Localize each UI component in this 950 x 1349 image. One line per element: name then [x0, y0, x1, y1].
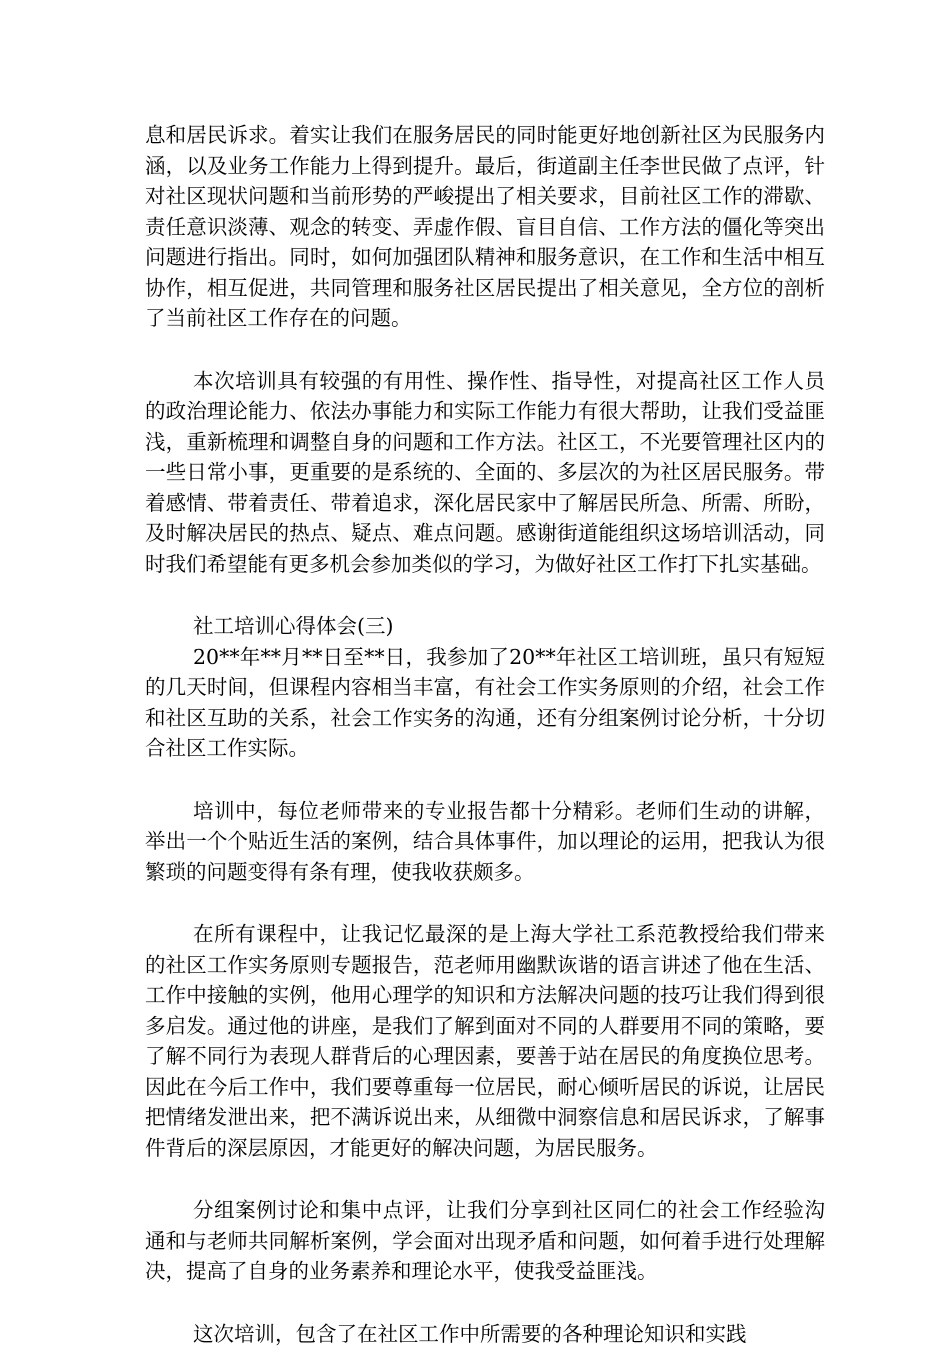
paragraph-2: 本次培训具有较强的有用性、操作性、指导性，对提高社区工作人员的政治理论能力、依法办事能力和实际工作能力有很大帮助，让我们受益匪浅，重新梳理和调整自身的问题和工作方法。社区工，不光要管理社区内的一些日常小事，更重要的是系统的、全面的、多层次的为社区居民服务。带着感情、带着责任、带着追求，深化居民家中了解居民所急、所需、所盼，及时解决居民的热点、疑点、难点问题。感谢街道能组织这场培训活动，同时我们希望能有更多机会参加类似的学习，为做好社区工作打下扎实基础。: [145, 366, 825, 580]
paragraph-4: 培训中，每位老师带来的专业报告都十分精彩。老师们生动的讲解，举出一个个贴近生活的案例，结合具体事件，加以理论的运用，把我认为很繁琐的问题变得有条有理，使我收获颇多。: [145, 796, 825, 888]
paragraph-5: 在所有课程中，让我记忆最深的是上海大学社工系范教授给我们带来的社区工作实务原则专题报告，范老师用幽默诙谐的语言讲述了他在生活、工作中接触的实例，他用心理学的知识和方法解决问题的技巧让我们得到很多启发。通过他的讲座，是我们了解到面对不同的人群要用不同的策略，要了解不同行为表现人群背后的心理因素，要善于站在居民的角度换位思考。因此在今后工作中，我们要尊重每一位居民，耐心倾听居民的诉说，让居民把情绪发泄出来，把不满诉说出来，从细微中洞察信息和居民诉求，了解事件背后的深层原因，才能更好的解决问题，为居民服务。: [145, 919, 825, 1163]
paragraph-3: 20**年**月**日至**日，我参加了20**年社区工培训班，虽只有短短的几天时间，但课程内容相当丰富，有社会工作实务原则的介绍，社会工作和社区互助的关系，社会工作实务的沟通，还有分组案例讨论分析，十分切合社区工作实际。: [145, 642, 825, 764]
section-heading: 社工培训心得体会(三): [145, 611, 825, 642]
paragraph-6: 分组案例讨论和集中点评，让我们分享到社区同仁的社会工作经验沟通和与老师共同解析案例，学会面对出现矛盾和问题，如何着手进行处理解决，提高了自身的业务素养和理论水平，使我受益匪浅。: [145, 1195, 825, 1287]
paragraph-7: 这次培训，包含了在社区工作中所需要的各种理论知识和实践: [145, 1319, 825, 1349]
paragraph-1: 息和居民诉求。着实让我们在服务居民的同时能更好地创新社区为民服务内涵，以及业务工作能力上得到提升。最后，街道副主任李世民做了点评，针对社区现状问题和当前形势的严峻提出了相关要求，目前社区工作的滞歇、责任意识淡薄、观念的转变、弄虚作假、盲目自信、工作方法的僵化等突出问题进行指出。同时，如何加强团队精神和服务意识，在工作和生活中相互协作，相互促进，共同管理和服务社区居民提出了相关意见，全方位的剖析了当前社区工作存在的问题。: [145, 120, 825, 334]
document-page: [145, 120, 825, 1349]
